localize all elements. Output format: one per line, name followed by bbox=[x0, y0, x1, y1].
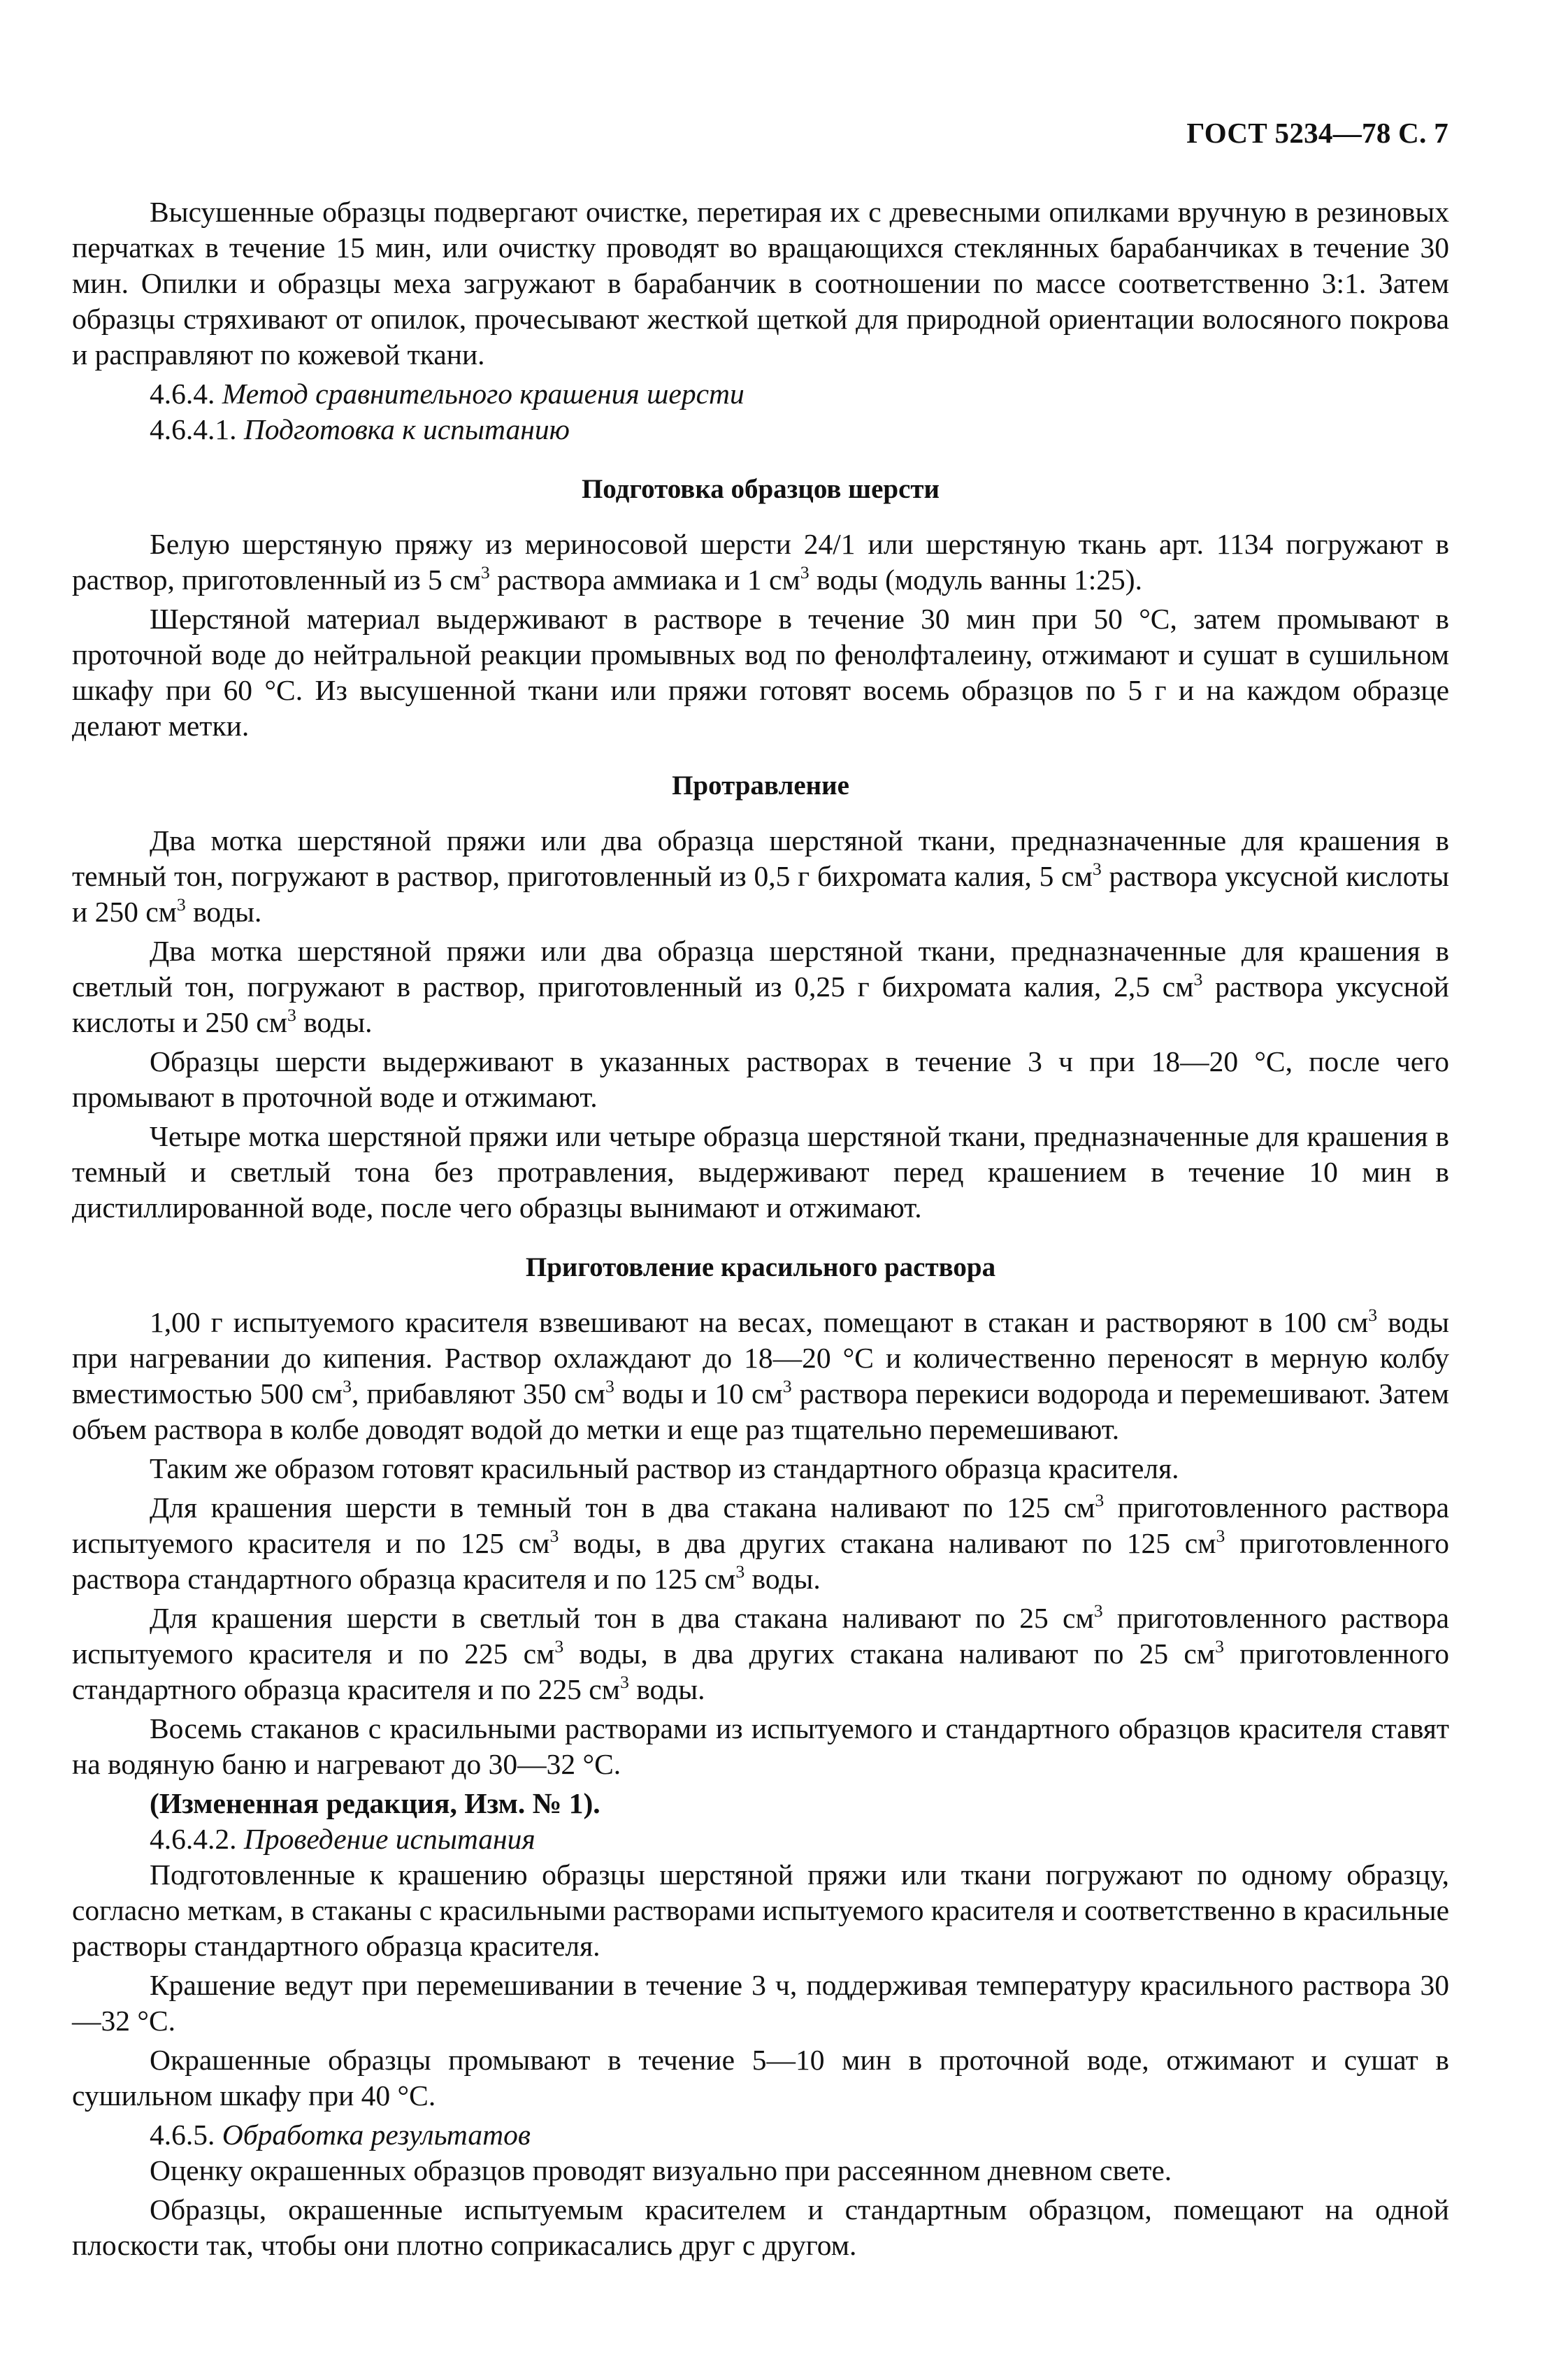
paragraph: 1,00 г испытуемого красителя взвешивают на весах, помещают в стакан и растворяют в 100 $см^3$ воды при нагревании до кипения. Раствор охлаждают до 18—20 °С и количественно переносят в мерную колбу вместимостью 500 $см^3$, прибавляют 350 $см^3$ воды и 10 $см^3$ раствора перекиси водорода и перемешивают. Затем объем раствора в колбе доводят водой до метки и еще раз тщательно перемешивают. bbox=[72, 1305, 1449, 1445]
numbered-subheading bbox=[72, 2117, 1449, 2153]
clause-title: Проведение испытания bbox=[243, 1823, 535, 1855]
paragraph: Образцы, окрашенные испытуемым красителем и стандартным образцом, помещают на одной плоскости так, чтобы они плотно соприкасались друг с другом. bbox=[72, 2193, 1449, 2261]
paragraph: Восемь стаканов с красильными растворами из испытуемого и стандартного образцов красителя ставят на водяную баню и нагревают до 30—32 °С. bbox=[72, 1712, 1449, 1780]
numbered-subheading bbox=[72, 1821, 1449, 1857]
section-heading: Подготовка образцов шерсти bbox=[581, 474, 940, 504]
paragraph: Таким же образом готовят красильный раствор из стандартного образца красителя. bbox=[150, 1452, 1179, 1484]
paragraph: Два мотка шерстяной пряжи или два образца шерстяной ткани, предназначенные для крашения в темный тон, погружают в раствор, приготовленный из 0,5 г бихромата калия, 5 $см^3$ раствора уксусной кислоты и 250 $см^3$ воды. bbox=[72, 824, 1449, 928]
amendment-note: (Измененная редакция, Изм. № 1). bbox=[150, 1787, 600, 1819]
paragraph: Оценку окрашенных образцов проводят визуально при рассеянном дневном свете. bbox=[150, 2154, 1172, 2186]
numbered-subheading bbox=[72, 376, 1449, 412]
paragraph: Белую шерстяную пряжу из мериносовой шерсти 24/1 или шерстяную ткань арт. 1134 погружают в раствор, приготовленный из 5 $см^3$ раствора аммиака и 1 $см^3$ воды (модуль ванны 1:25). bbox=[72, 528, 1449, 596]
document-body bbox=[72, 194, 1449, 2267]
numbered-subheading bbox=[72, 412, 1449, 447]
paragraph: Два мотка шерстяной пряжи или два образца шерстяной ткани, предназначенные для крашения в светлый тон, погружают в раствор, приготовленный из 0,25 г бихромата калия, 2,5 $см^3$ раствора уксусной кислоты и 250 $см^3$ воды. bbox=[72, 935, 1450, 1038]
paragraph: Для крашения шерсти в светлый тон в два стакана наливают по 25 $см^3$ приготовленного раствора испытуемого красителя и по 225 $см^3$ воды, в два других стакана наливают по 25 $см^3$ приготовленного стандартного образца красителя и по 225 $см^3$ воды. bbox=[72, 1600, 1449, 1705]
paragraph: Шерстяной материал выдерживают в растворе в течение 30 мин при 50 °С, затем промывают в проточной воде до нейтральной реакции промывных вод по фенолфталеину, отжимают и сушат в сушильном шкафу при 60 °С. Из высушенной ткани или пряжи готовят восемь образцов по 5 г и на каждом образце делают метки. bbox=[72, 603, 1449, 742]
paragraph: Четыре мотка шерстяной пряжи или четыре образца шерстяной ткани, предназначенные для крашения в темный и светлый тона без протравления, выдерживают перед крашением в течение 10 мин в дистиллированной воде, после чего образцы вынимают и отжимают. bbox=[72, 1120, 1449, 1224]
clause-title: Обработка результатов bbox=[222, 2119, 531, 2151]
clause-number: 4.6.5. bbox=[150, 2119, 222, 2151]
clause-title: Метод сравнительного крашения шерсти bbox=[222, 378, 745, 410]
paragraph: Окрашенные образцы промывают в течение 5—10 мин в проточной воде, отжимают и сушат в сушильном шкафу при 40 °С. bbox=[72, 2044, 1449, 2112]
clause-title: Подготовка к испытанию bbox=[243, 413, 570, 445]
clause-number: 4.6.4.1. bbox=[150, 413, 244, 445]
section-heading: Протравление bbox=[672, 771, 849, 801]
paragraph: Крашение ведут при перемешивании в течение 3 ч, поддерживая температуру красильного раствора 30—32 °С. bbox=[72, 1969, 1449, 2037]
paragraph: Высушенные образцы подвергают очистке, перетирая их с древесными опилками вручную в резиновых перчатках в течение 15 мин, или очистку проводят во вращающихся стеклянных барабанчиках в течение 30 мин. Опилки и образцы меха загружают в барабанчик в соотношении по массе соответственно 3:1. Затем образцы стряхивают от опилок, прочесывают жесткой щеткой для природной ориентации волосяного покрова и расправляют по кожевой ткани. bbox=[72, 196, 1449, 371]
section-heading: Приготовление красильного раствора bbox=[525, 1252, 996, 1282]
clause-number: 4.6.4.2. bbox=[150, 1823, 244, 1855]
clause-number: 4.6.4. bbox=[150, 378, 222, 410]
paragraph: Подготовленные к крашению образцы шерстяной пряжи или ткани погружают по одному образцу, согласно меткам, в стаканы с красильными растворами испытуемого красителя и соответственно в красильные растворы стандартного образца красителя. bbox=[72, 1858, 1449, 1962]
paragraph: Образцы шерсти выдерживают в указанных растворах в течение 3 ч при 18—20 °С, после чего промывают в проточной воде и отжимают. bbox=[72, 1045, 1449, 1113]
paragraph: Для крашения шерсти в темный тон в два стакана наливают по 125 $см^3$ приготовленного раствора испытуемого красителя и по 125 $см^3$ воды, в два других стакана наливают по 125 $см^3$ приготовленного раствора стандартного образца красителя и по 125 $см^3$ воды. bbox=[72, 1490, 1450, 1595]
page-header: ГОСТ 5234—78 С. 7 bbox=[1186, 117, 1448, 149]
